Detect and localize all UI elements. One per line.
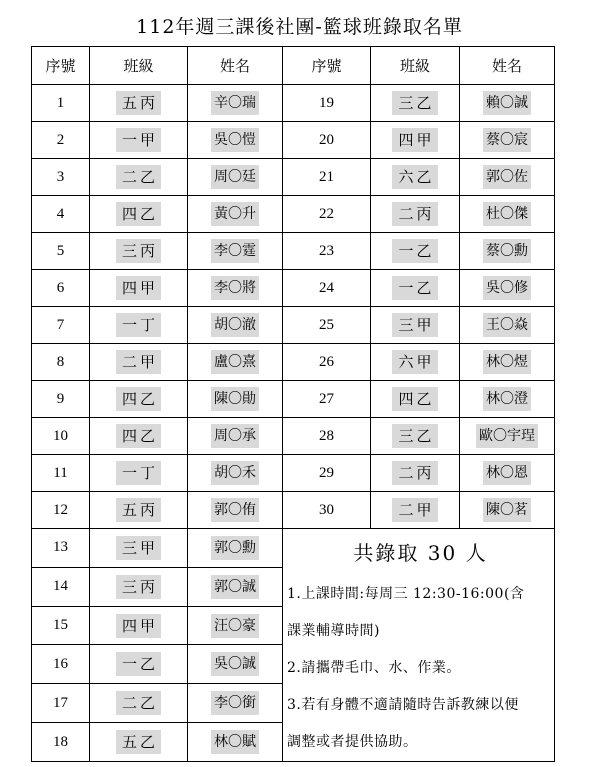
name-cell <box>460 85 555 122</box>
seq-cell: 15 <box>32 606 90 645</box>
name-cell <box>460 233 555 270</box>
header-name-left: 姓名 <box>188 47 283 85</box>
class-cell-text: 二丙 <box>392 202 437 226</box>
header-class-left: 班級 <box>90 47 188 85</box>
seq-cell: 24 <box>283 270 371 307</box>
class-cell <box>90 492 188 529</box>
seq-cell: 13 <box>32 529 90 568</box>
table-row <box>32 85 555 122</box>
class-cell-text: 一丁 <box>116 461 161 485</box>
name-cell-text: 吳〇愷 <box>211 128 259 152</box>
header-class-right: 班級 <box>371 47 460 85</box>
seq-cell: 30 <box>283 492 371 529</box>
class-cell <box>90 684 188 723</box>
seq-cell: 5 <box>32 233 90 270</box>
seq-cell: 2 <box>32 122 90 159</box>
class-cell-text: 六乙 <box>392 165 437 189</box>
note-line: 2.請攜帶毛巾、水、作業。 <box>287 660 461 676</box>
class-cell <box>371 233 460 270</box>
class-cell <box>90 606 188 645</box>
class-cell-text: 四甲 <box>116 614 161 638</box>
header-name-right: 姓名 <box>460 47 555 85</box>
class-cell <box>371 122 460 159</box>
class-cell <box>371 455 460 492</box>
name-cell-text: 黃〇升 <box>211 202 259 226</box>
seq-cell: 18 <box>32 723 90 762</box>
class-cell <box>371 270 460 307</box>
name-cell <box>188 529 283 568</box>
class-cell <box>371 344 460 381</box>
class-cell-text: 三乙 <box>392 91 437 115</box>
table-row <box>32 307 555 344</box>
class-cell-text: 一甲 <box>116 128 161 152</box>
name-cell <box>188 85 283 122</box>
header-seq-left: 序號 <box>32 47 90 85</box>
seq-cell: 1 <box>32 85 90 122</box>
class-cell-text: 五丙 <box>116 498 161 522</box>
table-row <box>32 529 555 568</box>
class-cell-text: 二甲 <box>116 350 161 374</box>
class-cell-text: 一乙 <box>392 239 437 263</box>
name-cell <box>188 684 283 723</box>
class-cell <box>90 567 188 606</box>
table-row <box>32 270 555 307</box>
name-cell <box>188 159 283 196</box>
seq-cell: 12 <box>32 492 90 529</box>
class-cell-text: 一丁 <box>116 313 161 337</box>
name-cell-text: 林〇恩 <box>483 461 531 485</box>
name-cell-text: 胡〇禾 <box>211 461 259 485</box>
table-row <box>32 159 555 196</box>
class-cell-text: 三甲 <box>116 536 161 560</box>
class-cell <box>90 529 188 568</box>
seq-cell: 10 <box>32 418 90 455</box>
name-cell <box>188 381 283 418</box>
name-cell <box>188 307 283 344</box>
seq-cell: 4 <box>32 196 90 233</box>
name-cell-text: 歐〇宇珵 <box>476 424 538 448</box>
name-cell-text: 蔡〇宸 <box>483 128 531 152</box>
seq-cell: 20 <box>283 122 371 159</box>
note-line: 課業輔導時間) <box>287 623 380 639</box>
name-cell <box>188 418 283 455</box>
class-cell-text: 三丙 <box>116 575 161 599</box>
name-cell-text: 郭〇誠 <box>211 575 259 599</box>
table-row <box>32 122 555 159</box>
class-cell <box>90 270 188 307</box>
class-cell-text: 二丙 <box>392 461 437 485</box>
notes-cell <box>283 529 555 762</box>
class-cell <box>371 85 460 122</box>
name-cell-text: 林〇澄 <box>483 387 531 411</box>
name-cell-text: 盧〇熹 <box>211 350 259 374</box>
class-cell-text: 三甲 <box>392 313 437 337</box>
name-cell-text: 吳〇修 <box>483 276 531 300</box>
note-line: 1.上課時間:每周三 12:30-16:00(含 <box>287 586 525 602</box>
class-cell-text: 四乙 <box>116 202 161 226</box>
seq-cell: 19 <box>283 85 371 122</box>
table-row <box>32 492 555 529</box>
page-title: 112年週三課後社團-籃球班錄取名單 <box>136 16 463 38</box>
class-cell-text: 一乙 <box>392 276 437 300</box>
class-cell-text: 四甲 <box>116 276 161 300</box>
class-cell-text: 四乙 <box>392 387 437 411</box>
name-cell <box>460 159 555 196</box>
name-cell-text: 郭〇侑 <box>211 498 259 522</box>
name-cell <box>460 122 555 159</box>
table-row <box>32 418 555 455</box>
class-cell-text: 三丙 <box>116 239 161 263</box>
class-cell-text: 二甲 <box>392 498 437 522</box>
name-cell <box>188 606 283 645</box>
name-cell-text: 李〇霆 <box>211 239 259 263</box>
admission-summary: 共錄取 30 人 <box>353 541 488 565</box>
name-cell-text: 辛〇瑞 <box>211 91 259 115</box>
class-cell <box>90 645 188 684</box>
table-row <box>32 455 555 492</box>
class-cell <box>90 233 188 270</box>
table-row <box>32 196 555 233</box>
name-cell <box>188 344 283 381</box>
class-cell <box>90 85 188 122</box>
name-cell-text: 蔡〇勳 <box>483 239 531 263</box>
seq-cell: 8 <box>32 344 90 381</box>
class-cell-text: 二乙 <box>116 691 161 715</box>
name-cell-text: 李〇將 <box>211 276 259 300</box>
seq-cell: 29 <box>283 455 371 492</box>
name-cell-text: 賴〇誠 <box>483 91 531 115</box>
name-cell-text: 周〇廷 <box>211 165 259 189</box>
name-cell <box>460 196 555 233</box>
seq-cell: 14 <box>32 567 90 606</box>
class-cell <box>90 418 188 455</box>
note-line: 3.若有身體不適請隨時告訴教練以便 <box>287 697 519 713</box>
name-cell <box>188 122 283 159</box>
name-cell-text: 郭〇佐 <box>483 165 531 189</box>
class-cell <box>90 159 188 196</box>
class-cell <box>90 196 188 233</box>
name-cell-text: 汪〇豪 <box>211 614 259 638</box>
name-cell <box>188 270 283 307</box>
name-cell <box>460 418 555 455</box>
class-cell-text: 一乙 <box>116 652 161 676</box>
name-cell-text: 杜〇傑 <box>483 202 531 226</box>
seq-cell: 16 <box>32 645 90 684</box>
seq-cell: 3 <box>32 159 90 196</box>
name-cell <box>460 344 555 381</box>
name-cell <box>460 307 555 344</box>
name-cell-text: 周〇承 <box>211 424 259 448</box>
table-row <box>32 344 555 381</box>
note-line: 調整或者提供協助。 <box>287 734 418 750</box>
class-cell-text: 二乙 <box>116 165 161 189</box>
name-cell <box>460 455 555 492</box>
class-cell <box>90 723 188 762</box>
class-cell <box>90 381 188 418</box>
header-seq-right: 序號 <box>283 47 371 85</box>
table-row <box>32 381 555 418</box>
seq-cell: 26 <box>283 344 371 381</box>
seq-cell: 9 <box>32 381 90 418</box>
name-cell-text: 林〇賦 <box>211 730 259 754</box>
class-cell-text: 五丙 <box>116 91 161 115</box>
name-cell-text: 郭〇勳 <box>211 536 259 560</box>
name-cell <box>188 723 283 762</box>
class-cell-text: 四乙 <box>116 387 161 411</box>
seq-cell: 11 <box>32 455 90 492</box>
class-cell <box>90 455 188 492</box>
class-cell-text: 四乙 <box>116 424 161 448</box>
seq-cell: 17 <box>32 684 90 723</box>
name-cell <box>188 567 283 606</box>
class-cell <box>90 344 188 381</box>
name-cell <box>460 270 555 307</box>
seq-cell: 27 <box>283 381 371 418</box>
class-cell <box>371 159 460 196</box>
name-cell <box>188 455 283 492</box>
seq-cell: 23 <box>283 233 371 270</box>
class-cell-text: 六甲 <box>392 350 437 374</box>
roster-table <box>31 46 555 762</box>
table-row <box>32 233 555 270</box>
name-cell-text: 胡〇澈 <box>211 313 259 337</box>
seq-cell: 21 <box>283 159 371 196</box>
name-cell-text: 陳〇茗 <box>483 498 531 522</box>
class-cell <box>371 307 460 344</box>
name-cell <box>188 196 283 233</box>
name-cell-text: 林〇煜 <box>483 350 531 374</box>
class-cell <box>371 492 460 529</box>
name-cell <box>188 645 283 684</box>
class-cell <box>90 122 188 159</box>
class-cell <box>371 196 460 233</box>
class-cell <box>371 418 460 455</box>
name-cell-text: 陳〇勛 <box>211 387 259 411</box>
class-cell-text: 四甲 <box>392 128 437 152</box>
seq-cell: 25 <box>283 307 371 344</box>
name-cell-text: 吳〇誠 <box>211 652 259 676</box>
name-cell <box>460 381 555 418</box>
seq-cell: 22 <box>283 196 371 233</box>
seq-cell: 6 <box>32 270 90 307</box>
class-cell <box>371 381 460 418</box>
header-row <box>32 47 555 85</box>
seq-cell: 28 <box>283 418 371 455</box>
name-cell <box>188 233 283 270</box>
name-cell <box>460 492 555 529</box>
class-cell-text: 三乙 <box>392 424 437 448</box>
name-cell <box>188 492 283 529</box>
name-cell-text: 李〇銜 <box>211 691 259 715</box>
seq-cell: 7 <box>32 307 90 344</box>
name-cell-text: 王〇焱 <box>483 313 531 337</box>
class-cell <box>90 307 188 344</box>
class-cell-text: 五乙 <box>116 730 161 754</box>
